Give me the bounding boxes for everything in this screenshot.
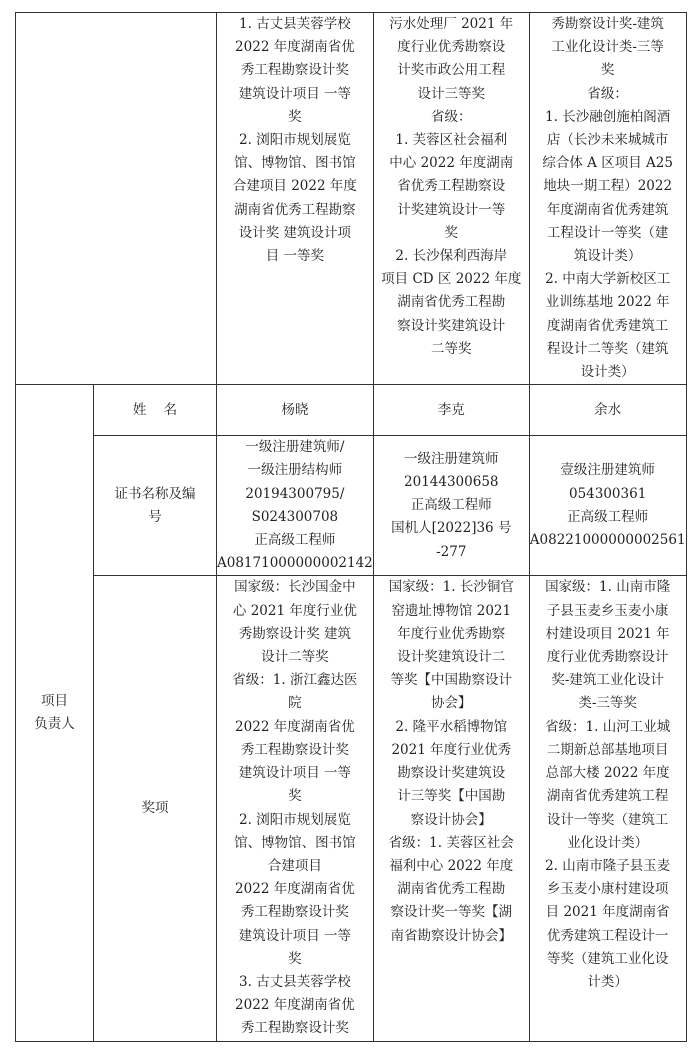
text-line: 察设计奖建筑设计: [397, 317, 506, 334]
text-line: 2022 年度湖南省优: [235, 881, 355, 898]
text-line: 合建项目: [267, 857, 322, 874]
text-line: 秀勘察设计奖 建筑: [238, 625, 352, 642]
text-line: 乡玉麦小康村建设项: [546, 881, 669, 898]
cert-cell: [217, 436, 374, 576]
text-line: 年度行业优秀勘察: [397, 625, 506, 642]
text-line: 正高级工程师: [410, 497, 492, 514]
text-line: 心 2021 年度行业优: [232, 602, 357, 619]
text-line: 度行业优秀勘察设: [397, 39, 506, 56]
text-line: 南省勘察设计协会】: [390, 927, 513, 944]
award-cell: [217, 13, 374, 385]
text-line: 建筑设计项目 一等: [238, 765, 352, 782]
text-line: 湖南省优秀建筑工程: [546, 788, 669, 805]
text-line: 中心 2022 年度湖南: [389, 155, 514, 172]
cert-cell: [373, 436, 529, 576]
text-line: 2. 浏阳市规划展览: [239, 132, 351, 149]
text-line: 054300361: [568, 485, 647, 502]
text-line: 计奖建筑设计一等: [397, 201, 506, 218]
text-line: 2022 年度湖南省优: [235, 718, 355, 735]
text-line: 馆、博物馆、图书馆: [234, 155, 356, 172]
text-line: 壹级注册建筑师: [560, 462, 655, 479]
text-line: 等奖（建筑工业化设: [546, 950, 669, 967]
cert-label: [94, 436, 217, 576]
text-line: 福利中心 2022 年度: [389, 857, 514, 874]
text-line: 工程设计一等奖（建: [546, 224, 669, 241]
text-line: 奖-建筑工业化设计: [551, 672, 664, 689]
text-line: 总部大楼 2022 年度: [545, 765, 670, 782]
project-leader-table: [15, 12, 687, 1042]
text-line: 勘察设计奖建筑设: [397, 765, 506, 782]
name-cell: 余水: [529, 385, 686, 436]
text-line: 地块一期工程）2022: [543, 178, 673, 195]
text-line: 合建项目 2022 年度: [232, 178, 357, 195]
text-line: 窑遗址博物馆 2021: [391, 602, 512, 619]
text-line: 计三等奖【中国勘: [397, 788, 506, 805]
text-line: 秀工程勘察设计奖: [240, 904, 349, 921]
text-line: 业训练基地 2022 年: [545, 294, 670, 311]
text-line: 国家级：1. 长沙铜官: [388, 579, 514, 596]
text-line: 计类）: [587, 973, 628, 990]
text-line: 2021 年度行业优秀: [391, 741, 512, 758]
text-line: 子县玉麦乡玉麦小康: [546, 602, 669, 619]
text-line: 综合体 A 区项目 A25: [542, 155, 673, 172]
text-line: 省级：1. 山河工业城: [545, 718, 671, 735]
text-line: 2022 年度湖南省优: [235, 997, 355, 1014]
text-line: 2. 中南大学新校区工: [545, 271, 671, 288]
text-line: -277: [436, 543, 467, 560]
table-row: [16, 436, 687, 576]
text-line: 污水处理厂 2021 年: [389, 16, 514, 32]
text-line: 一级注册建筑师/: [245, 439, 345, 456]
text-line: 奖: [288, 950, 302, 967]
text-line: 等奖【中国勘察设计: [390, 672, 513, 689]
text-line: 国家级：1. 山南市隆: [545, 579, 671, 596]
cert-cell: [529, 436, 686, 576]
text-line: A08171000000002142: [217, 555, 373, 572]
text-line: 省级：1. 芙蓉区社会: [388, 834, 514, 851]
text-line: 二等奖: [431, 340, 472, 357]
text-line: 2. 长沙保利西海岸: [395, 248, 508, 265]
text-line: 目 一等奖: [265, 248, 325, 265]
text-line: 协会】: [431, 695, 472, 712]
award-cell: [529, 13, 686, 385]
text-line: 1. 芙蓉区社会福利: [395, 132, 508, 149]
text-line: 2. 浏阳市规划展览: [239, 811, 351, 828]
text-line: 项目: [41, 692, 68, 709]
text-line: 设计三等奖: [417, 85, 486, 102]
table-row: [16, 576, 687, 1041]
text-line: S024300708: [251, 508, 339, 525]
text-line: 年度湖南省优秀建筑: [546, 201, 669, 218]
text-line: 设计一等奖（建筑工: [546, 811, 669, 828]
award-cell: [217, 576, 374, 1041]
text-line: 省级：: [587, 85, 628, 102]
text-line: 建筑设计项目 一等: [238, 927, 352, 944]
text-line: 秀工程勘察设计奖: [240, 741, 349, 758]
name-label: 姓 名: [94, 385, 217, 436]
text-line: 店（长沙未来城城市: [546, 132, 669, 149]
text-line: 证书名称及编: [114, 485, 196, 502]
text-line: 秀工程勘察设计奖: [240, 1020, 349, 1037]
text-line: 计奖市政公用工程: [397, 62, 506, 79]
text-line: 奖: [288, 788, 302, 805]
text-line: 2. 隆平水稻博物馆: [395, 718, 508, 735]
table-row: [16, 13, 687, 385]
text-line: 2. 山南市隆子县玉麦: [545, 857, 671, 874]
text-line: 省优秀工程勘察设: [397, 178, 506, 195]
text-line: 国家级：长沙国金中: [234, 579, 356, 596]
text-line: 20194300795/: [245, 485, 345, 502]
text-line: 项目 CD 区 2022 年度: [381, 271, 522, 288]
award-cell: [373, 13, 529, 385]
text-line: 院: [288, 695, 302, 712]
text-line: 建筑设计项目 一等: [238, 85, 352, 102]
text-line: 湖南省优秀工程勘: [397, 881, 506, 898]
text-line: 馆、博物馆、图书馆: [234, 834, 356, 851]
text-line: 奖: [444, 224, 459, 241]
text-line: 度行业优秀勘察设计: [546, 649, 669, 666]
award-cell: [529, 576, 686, 1041]
text-line: 优秀建筑工程设计一: [546, 927, 669, 944]
text-line: 设计奖 建筑设计项: [238, 224, 352, 241]
section-label: [16, 385, 94, 1041]
text-line: A08221000000002561: [529, 532, 686, 549]
text-line: 二期新总部基地项目: [546, 741, 669, 758]
empty-cell: [16, 13, 217, 385]
text-line: 号: [148, 508, 162, 525]
text-line: 3. 古丈县芙蓉学校: [239, 973, 351, 990]
text-line: 设计二等奖: [261, 649, 329, 666]
award-label: 奖项: [94, 576, 217, 1041]
text-line: 国机人[2022]36 号: [391, 520, 512, 537]
text-line: 秀勘察设计奖-建筑: [551, 16, 664, 32]
award-cell: [373, 576, 529, 1041]
text-line: 一级注册结构师: [247, 462, 343, 479]
text-line: 类-三等奖: [578, 695, 637, 712]
text-line: 正高级工程师: [254, 532, 336, 549]
text-line: 设计类）: [580, 364, 635, 381]
text-line: 度湖南省优秀建筑工: [546, 317, 669, 334]
text-line: 筑设计类）: [573, 248, 642, 265]
text-line: 正高级工程师: [567, 508, 649, 525]
text-line: 1. 长沙融创施柏阁酒: [545, 108, 671, 125]
text-line: 省级：1. 浙江鑫达医: [232, 672, 358, 689]
text-line: 程设计二等奖（建筑: [546, 340, 669, 357]
text-line: 目 2021 年度湖南省: [545, 904, 670, 921]
name-cell: 杨晓: [217, 385, 374, 436]
text-line: 秀工程勘察设计奖: [240, 62, 349, 79]
text-line: 省级：: [431, 108, 472, 125]
text-line: 设计奖建筑设计二: [397, 649, 506, 666]
table-row: [16, 385, 687, 436]
text-line: 湖南省优秀工程勘: [397, 294, 506, 311]
text-line: 奖: [600, 62, 615, 79]
text-line: 村建设项目 2021 年: [545, 625, 670, 642]
text-line: 一级注册建筑师: [404, 450, 499, 467]
text-line: 察设计协会】: [410, 811, 492, 828]
text-line: 1. 古丈县芙蓉学校: [239, 16, 351, 32]
text-line: 工业化设计类-三等: [551, 39, 664, 56]
text-line: 察设计奖一等奖【湖: [390, 904, 513, 921]
text-line: 20144300658: [404, 474, 499, 491]
text-line: 湖南省优秀工程勘察: [234, 201, 356, 218]
text-line: 负责人: [34, 715, 75, 732]
name-cell: 李克: [373, 385, 529, 436]
text-line: 业化设计类）: [567, 834, 649, 851]
text-line: 2022 年度湖南省优: [235, 39, 355, 56]
text-line: 奖: [288, 108, 302, 125]
